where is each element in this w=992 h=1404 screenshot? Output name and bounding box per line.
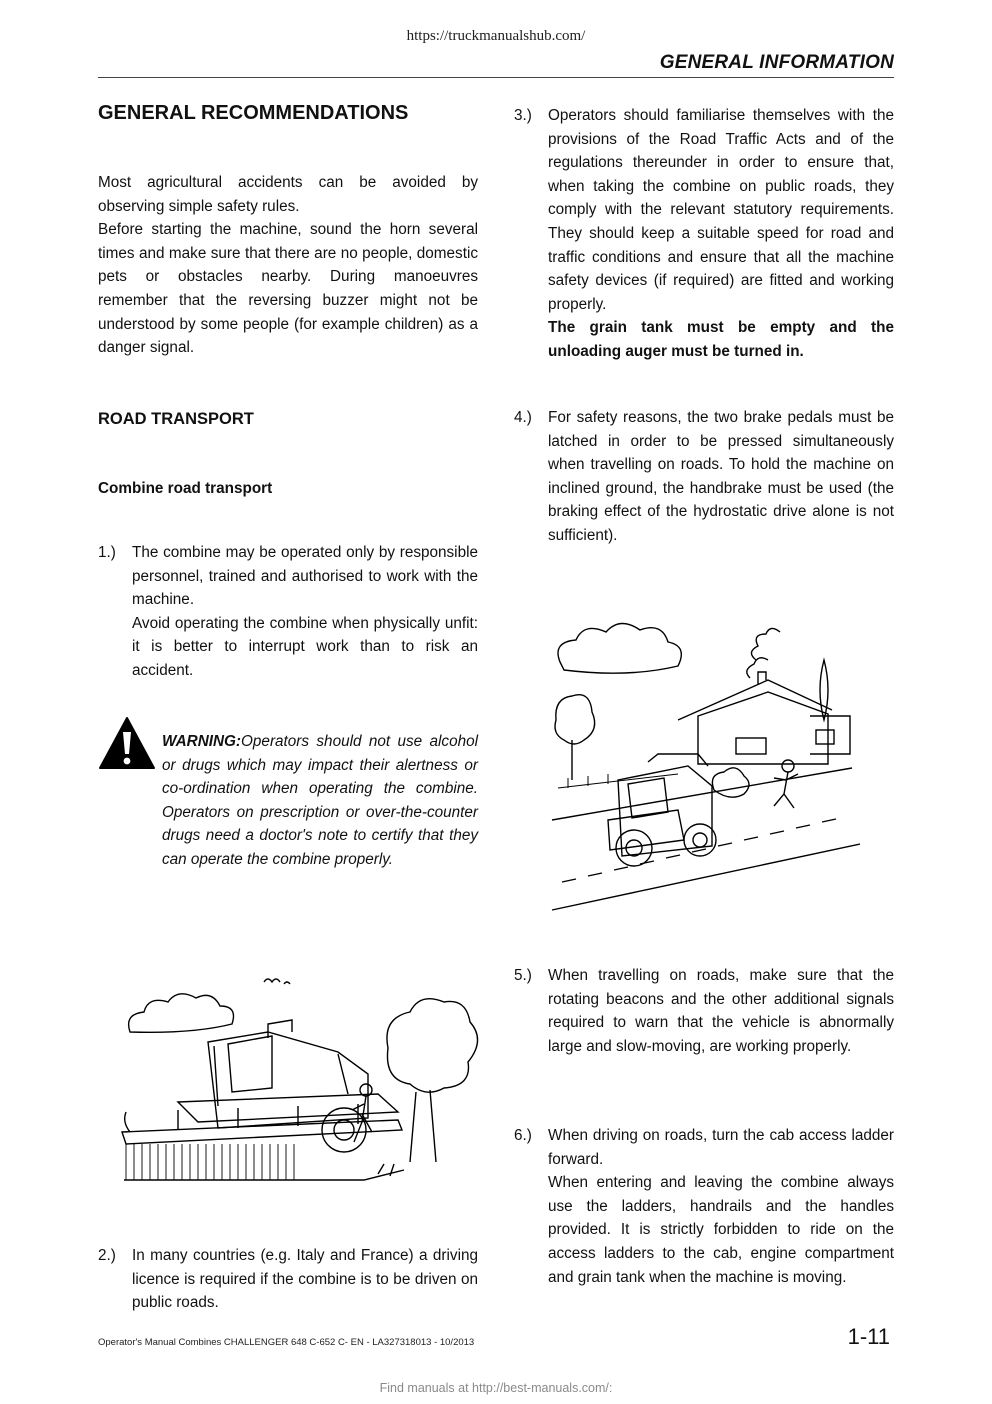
intro-paragraph-2: Before starting the machine, sound the horn several times and make sure that there are no people, domestic pets or obstacles nearby. During manoeuvres remember that the reversing buzzer might not be understood by some people (for example children) as a danger signal. — [98, 221, 478, 357]
list-item-4 — [514, 406, 894, 552]
item-number: 4.) — [514, 409, 532, 426]
page-number: 1-11 — [847, 1324, 890, 1349]
combine-road-illustration — [548, 620, 860, 920]
list-item-3 — [514, 104, 894, 366]
item-5-text: When travelling on roads, make sure that the rotating beacons and the other additional signals required to warn that the vehicle is abnormally large and slow-moving, are working properly. — [548, 967, 894, 1055]
warning-note — [162, 730, 478, 872]
road-transport-heading-wrap — [98, 408, 478, 432]
item-3-bold-text: The grain tank must be empty and the unloading auger must be turned in. — [548, 319, 894, 360]
header-divider — [98, 77, 894, 78]
item-6-paragraph-2: When entering and leaving the combine always use the ladders, handrails and the handles provided. It is strictly forbidden to ride on the access ladders to the cab, engine compartment and grain tank when the machine is moving. — [548, 1174, 894, 1286]
warning-exclamation-icon — [98, 716, 156, 770]
item-1-paragraph-2: Avoid operating the combine when physically unfit: it is better to interrupt work than to risk an accident. — [132, 614, 478, 679]
item-4-text: For safety reasons, the two brake pedals must be latched in order to be pressed simultaneously when travelling on roads. To hold the machine on inclined ground, the handbrake must be used (the braking effect of the hydrostatic drive alone is not sufficient). — [548, 409, 894, 544]
combine-road-transport-heading-wrap — [98, 477, 478, 501]
road-transport-heading: ROAD TRANSPORT — [98, 410, 254, 428]
list-item-6 — [514, 1124, 894, 1316]
item-2-text: In many countries (e.g. Italy and France) a driving licence is required if the combine is to be driven on public roads. — [132, 1247, 478, 1312]
list-item-2 — [98, 1244, 478, 1316]
combine-field-illustration — [118, 962, 480, 1186]
combine-road-transport-heading: Combine road transport — [98, 480, 273, 497]
list-item-1 — [98, 541, 478, 691]
footer-find-manuals-link[interactable]: Find manuals at http://best-manuals.com/: — [379, 1381, 613, 1395]
header-url: https://truckmanualshub.com/ — [406, 28, 586, 44]
section-heading: GENERAL RECOMMENDATIONS — [98, 102, 409, 124]
item-number: 3.) — [514, 107, 532, 124]
intro-text — [98, 171, 478, 360]
item-number: 5.) — [514, 967, 532, 984]
warning-text: Operators should not use alcohol or drugs which may impact their alertness or co-ordination when operating the combine. Operators on prescription or over-the-counter drugs need a doctor's note to certify that they can operate the combine properly. — [162, 733, 478, 868]
item-number: 6.) — [514, 1127, 532, 1144]
item-number: 1.) — [98, 544, 116, 561]
intro-paragraph-1: Most agricultural accidents can be avoided by observing simple safety rules. — [98, 174, 478, 215]
page-section-title: GENERAL INFORMATION — [659, 52, 894, 73]
footer-manual-reference: Operator's Manual Combines CHALLENGER 648 C-652 C- EN - LA327318013 - 10/2013 — [98, 1337, 475, 1348]
item-1-paragraph-1: The combine may be operated only by responsible personnel, trained and authorised to work with the machine. — [132, 544, 478, 609]
item-3-text: Operators should familiarise themselves with the provisions of the Road Traffic Acts and of the regulations thereunder in order to ensure that, when taking the combine on public roads, they comply with the relevant statutory requirements. They should keep a suitable speed for road and traffic conditions and ensure that all the machine safety devices (if required) are fitted and working properly. — [548, 107, 894, 313]
warning-label: WARNING: — [162, 733, 242, 750]
item-6-paragraph-1: When driving on roads, turn the cab access ladder forward. — [548, 1127, 894, 1168]
list-item-5 — [514, 964, 894, 1064]
general-recommendations-section — [98, 102, 478, 126]
item-number: 2.) — [98, 1247, 116, 1264]
